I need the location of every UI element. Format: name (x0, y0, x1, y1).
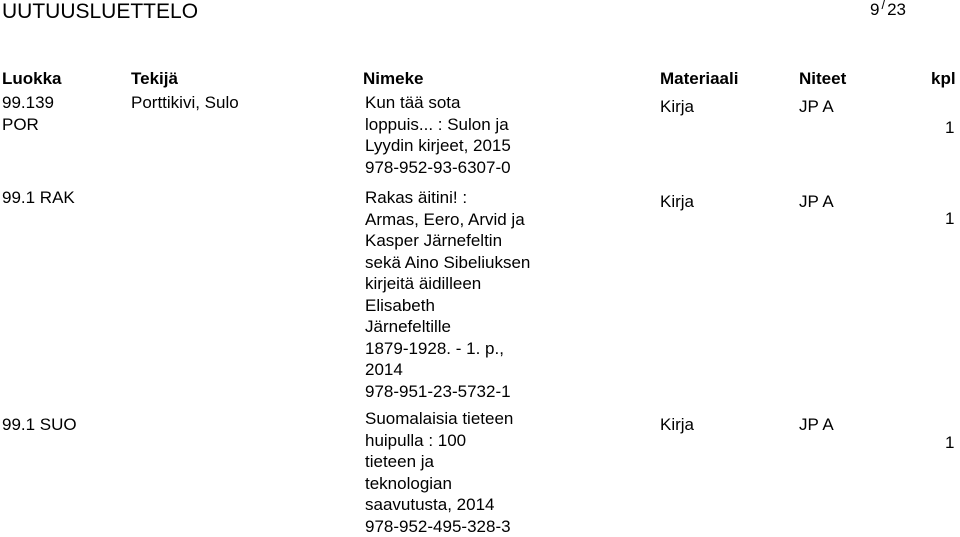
row-kpl: 1 (945, 118, 955, 137)
page-number (870, 0, 906, 20)
column-header-niteet: Niteet (799, 69, 847, 88)
row-materiaali: Kirja (660, 97, 695, 116)
column-header-luokka: Luokka (2, 69, 62, 88)
catalog-title: UUTUUSLUETTELO (2, 0, 199, 23)
row-niteet: JP A (799, 415, 834, 434)
row-materiaali: Kirja (660, 415, 695, 434)
row-luokka: 99.139 POR (2, 93, 54, 134)
row-luokka: 99.1 SUO (2, 415, 77, 434)
row-nimeke: Kun tää sota loppuis... : Sulon ja Lyydin kirjeet, 2015 978-952-93-6307-0 (365, 93, 511, 177)
row-niteet: JP A (799, 192, 834, 211)
row-kpl: 1 (945, 433, 955, 452)
row-luokka: 99.1 RAK (2, 188, 75, 207)
column-header-tekija: Tekijä (131, 69, 178, 88)
row-materiaali: Kirja (660, 192, 695, 211)
row-kpl: 1 (945, 209, 955, 228)
row-tekija: Porttikivi, Sulo (131, 93, 239, 112)
column-header-nimeke: Nimeke (363, 69, 424, 88)
row-niteet: JP A (799, 97, 834, 116)
page-current: 9 (870, 0, 880, 19)
page-separator: / (881, 0, 886, 12)
column-header-materiaali: Materiaali (660, 69, 739, 88)
page-total: 23 (887, 0, 907, 19)
row-nimeke: Suomalaisia tieteen huipulla : 100 tieteen ja teknologian saavutusta, 2014 978-952-495-328-3 (365, 409, 514, 536)
row-nimeke: Rakas äitini! : Armas, Eero, Arvid ja Kasper Järnefeltin sekä Aino Sibeliuksen kirjeitä äidilleen Elisabeth Järnefeltille 1879-1928. - 1. p., 2014 978-951-23-5732-1 (365, 188, 531, 401)
column-header-kpl: kpl (931, 69, 956, 88)
